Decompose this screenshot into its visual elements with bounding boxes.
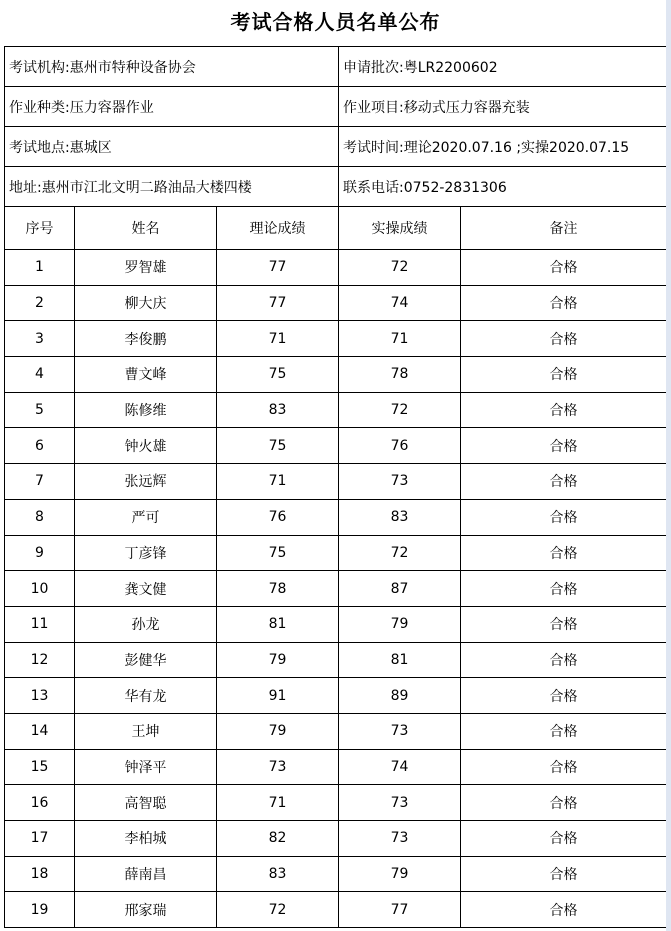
cell-remark: 合格 (461, 713, 667, 749)
cell-practice: 89 (339, 678, 461, 714)
cell-theory: 91 (217, 678, 339, 714)
table-row (5, 678, 667, 714)
cell-practice: 74 (339, 749, 461, 785)
place-cell (5, 127, 339, 167)
org-label: 考试机构: (9, 59, 70, 76)
cell-practice: 83 (339, 499, 461, 535)
table-row (5, 357, 667, 393)
time-cell (339, 127, 667, 167)
table-row (5, 642, 667, 678)
table-row (5, 464, 667, 500)
time-label: 考试时间: (343, 139, 404, 156)
cell-practice: 76 (339, 428, 461, 464)
cell-name: 陈修维 (75, 392, 217, 428)
batch-cell (339, 47, 667, 87)
info-row-type (5, 87, 667, 127)
table-row (5, 571, 667, 607)
cell-remark: 合格 (461, 321, 667, 357)
cell-practice: 79 (339, 606, 461, 642)
org-cell (5, 47, 339, 87)
cell-theory: 71 (217, 464, 339, 500)
cell-practice: 78 (339, 357, 461, 393)
cell-theory: 81 (217, 606, 339, 642)
cell-no: 5 (5, 392, 75, 428)
cell-theory: 71 (217, 785, 339, 821)
type-cell (5, 87, 339, 127)
batch-value: 粤LR2200602 (403, 59, 498, 76)
cell-remark: 合格 (461, 642, 667, 678)
cell-remark: 合格 (461, 678, 667, 714)
cell-theory: 72 (217, 892, 339, 928)
cell-theory: 76 (217, 499, 339, 535)
org-value: 惠州市特种设备协会 (69, 59, 196, 76)
cell-no: 4 (5, 357, 75, 393)
cell-remark: 合格 (461, 821, 667, 857)
phone-label: 联系电话: (343, 179, 404, 196)
cell-practice: 87 (339, 571, 461, 607)
batch-label: 申请批次: (343, 59, 404, 76)
cell-remark: 合格 (461, 606, 667, 642)
cell-remark: 合格 (461, 464, 667, 500)
cell-no: 13 (5, 678, 75, 714)
cell-theory: 79 (217, 642, 339, 678)
cell-no: 12 (5, 642, 75, 678)
cell-remark: 合格 (461, 535, 667, 571)
cell-name: 李柏城 (75, 821, 217, 857)
info-row-place (5, 127, 667, 167)
item-cell (339, 87, 667, 127)
cell-theory: 79 (217, 713, 339, 749)
cell-name: 孙龙 (75, 606, 217, 642)
column-header-name: 姓名 (75, 207, 217, 250)
cell-name: 张远辉 (75, 464, 217, 500)
address-value: 惠州市江北文明二路油品大楼四楼 (41, 179, 252, 196)
cell-remark: 合格 (461, 392, 667, 428)
time-value: 理论2020.07.16 ;实操2020.07.15 (403, 139, 630, 156)
type-label: 作业种类: (9, 99, 70, 116)
item-label: 作业项目: (343, 99, 404, 116)
cell-name: 钟泽平 (75, 749, 217, 785)
cell-no: 17 (5, 821, 75, 857)
cell-name: 曹文峰 (75, 357, 217, 393)
cell-practice: 81 (339, 642, 461, 678)
item-value: 移动式压力容器充装 (403, 99, 530, 116)
cell-remark: 合格 (461, 499, 667, 535)
cell-no: 6 (5, 428, 75, 464)
type-value: 压力容器作业 (69, 99, 154, 116)
cell-remark: 合格 (461, 749, 667, 785)
table-row (5, 821, 667, 857)
table-row (5, 856, 667, 892)
cell-theory: 75 (217, 428, 339, 464)
cell-name: 邢家瑞 (75, 892, 217, 928)
cell-no: 16 (5, 785, 75, 821)
table-row (5, 499, 667, 535)
place-value: 惠城区 (69, 139, 112, 156)
cell-no: 15 (5, 749, 75, 785)
cell-practice: 77 (339, 892, 461, 928)
table-row (5, 321, 667, 357)
table-row (5, 535, 667, 571)
table-row (5, 892, 667, 928)
cell-remark: 合格 (461, 856, 667, 892)
table-row (5, 285, 667, 321)
column-header-practice: 实操成绩 (339, 207, 461, 250)
cell-no: 14 (5, 713, 75, 749)
column-header-remark: 备注 (461, 207, 667, 250)
cell-practice: 74 (339, 285, 461, 321)
cell-remark: 合格 (461, 285, 667, 321)
cell-name: 龚文健 (75, 571, 217, 607)
cell-remark: 合格 (461, 892, 667, 928)
results-table (4, 46, 667, 928)
cell-no: 10 (5, 571, 75, 607)
cell-no: 9 (5, 535, 75, 571)
cell-practice: 72 (339, 535, 461, 571)
cell-practice: 72 (339, 250, 461, 286)
cell-remark: 合格 (461, 357, 667, 393)
cell-no: 19 (5, 892, 75, 928)
window-edge (666, 0, 671, 931)
cell-remark: 合格 (461, 428, 667, 464)
cell-no: 1 (5, 250, 75, 286)
table-row (5, 250, 667, 286)
table-row (5, 606, 667, 642)
cell-name: 李俊鹏 (75, 321, 217, 357)
cell-practice: 73 (339, 821, 461, 857)
cell-theory: 83 (217, 856, 339, 892)
table-row (5, 713, 667, 749)
table-row (5, 749, 667, 785)
cell-remark: 合格 (461, 250, 667, 286)
cell-remark: 合格 (461, 571, 667, 607)
cell-practice: 72 (339, 392, 461, 428)
cell-practice: 79 (339, 856, 461, 892)
address-label: 地址: (9, 179, 42, 196)
table-header-row (5, 207, 667, 250)
cell-practice: 73 (339, 464, 461, 500)
cell-theory: 83 (217, 392, 339, 428)
table-row (5, 428, 667, 464)
info-row-org (5, 47, 667, 87)
phone-value: 0752-2831306 (403, 179, 507, 196)
cell-name: 罗智雄 (75, 250, 217, 286)
column-header-no: 序号 (5, 207, 75, 250)
cell-name: 薛南昌 (75, 856, 217, 892)
cell-theory: 77 (217, 250, 339, 286)
cell-name: 高智聪 (75, 785, 217, 821)
cell-practice: 73 (339, 785, 461, 821)
cell-theory: 71 (217, 321, 339, 357)
table-row (5, 785, 667, 821)
cell-theory: 75 (217, 535, 339, 571)
cell-remark: 合格 (461, 785, 667, 821)
info-row-address (5, 167, 667, 207)
cell-name: 彭健华 (75, 642, 217, 678)
cell-name: 严可 (75, 499, 217, 535)
cell-name: 钟火雄 (75, 428, 217, 464)
cell-no: 11 (5, 606, 75, 642)
page-title: 考试合格人员名单公布 (230, 10, 441, 34)
cell-practice: 71 (339, 321, 461, 357)
column-header-theory: 理论成绩 (217, 207, 339, 250)
cell-theory: 77 (217, 285, 339, 321)
cell-name: 王坤 (75, 713, 217, 749)
table-row (5, 392, 667, 428)
phone-cell (339, 167, 667, 207)
cell-theory: 82 (217, 821, 339, 857)
cell-no: 2 (5, 285, 75, 321)
cell-no: 8 (5, 499, 75, 535)
cell-name: 柳大庆 (75, 285, 217, 321)
cell-theory: 78 (217, 571, 339, 607)
table-body (5, 250, 667, 928)
cell-name: 丁彦锋 (75, 535, 217, 571)
place-label: 考试地点: (9, 139, 70, 156)
cell-name: 华有龙 (75, 678, 217, 714)
cell-no: 3 (5, 321, 75, 357)
cell-theory: 75 (217, 357, 339, 393)
cell-no: 18 (5, 856, 75, 892)
address-cell (5, 167, 339, 207)
cell-theory: 73 (217, 749, 339, 785)
cell-no: 7 (5, 464, 75, 500)
cell-practice: 73 (339, 713, 461, 749)
